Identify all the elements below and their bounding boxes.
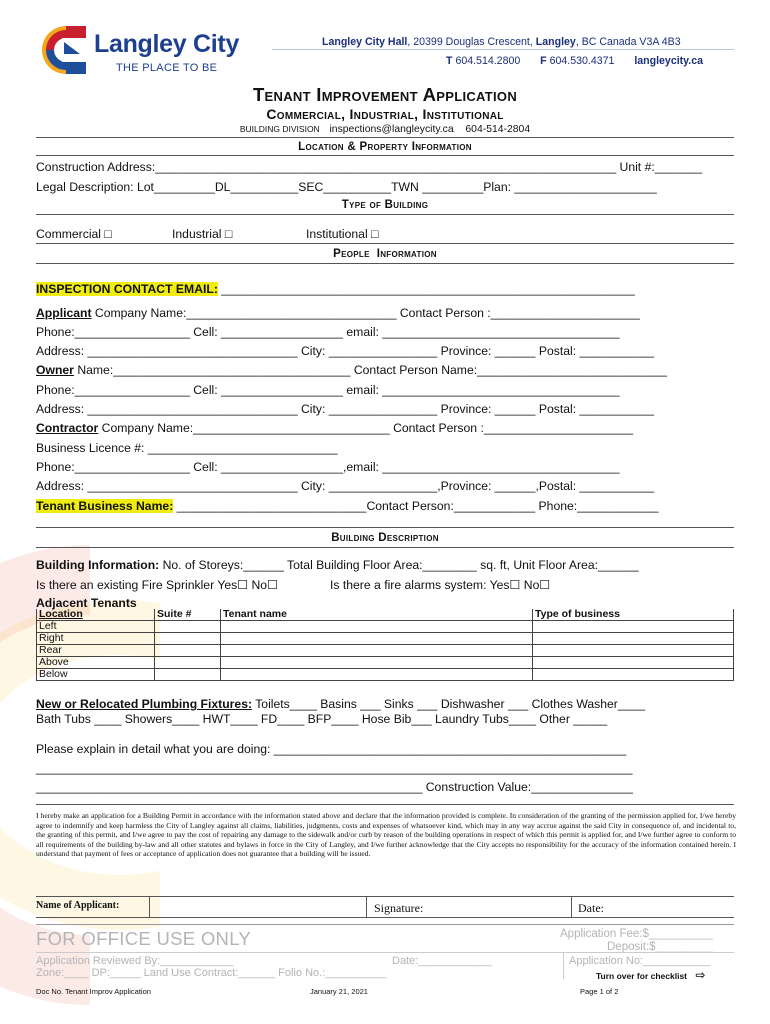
- section-rule-building: [36, 527, 734, 528]
- city-name: Langley: [535, 36, 576, 48]
- deposit-field[interactable]: Deposit:$_________: [607, 941, 714, 953]
- row-label: Right: [37, 633, 155, 645]
- contractor-label: Contractor: [36, 421, 99, 435]
- adjacent-tenants-heading: Adjacent Tenants: [36, 596, 137, 610]
- table-row[interactable]: [37, 657, 734, 669]
- province-postal: , BC Canada V3A 4B3: [575, 36, 681, 48]
- construction-address-field[interactable]: Construction Address:____________________________________________________________________ Unit #:_______: [36, 160, 703, 174]
- section-building-heading: Building Description: [331, 532, 439, 544]
- row-label: Left: [37, 621, 155, 633]
- date-label[interactable]: Date:: [578, 901, 604, 915]
- city-hall-label: Langley City Hall: [322, 36, 408, 48]
- applicant-label: Applicant: [36, 306, 92, 320]
- plumbing-label: New or Relocated Plumbing Fixtures:: [36, 697, 253, 711]
- owner-phone-row[interactable]: Phone:_________________ Cell: __________________ email: ___________________________________: [36, 383, 620, 397]
- page-subtitle: Commercial, Industrial, Institutional: [266, 106, 504, 122]
- logo-text: Langley City: [94, 30, 240, 58]
- office-use-heading: FOR OFFICE USE ONLY: [36, 928, 252, 949]
- fire-alarm-question[interactable]: Is there a fire alarms system: Yes☐ No☐: [330, 578, 551, 592]
- table-row[interactable]: [37, 669, 734, 681]
- building-information-row[interactable]: [36, 558, 639, 572]
- section-rule-location-2: [36, 155, 734, 156]
- declaration-text: I hereby make an application for a Building Permit in accordance with the information stated above and declare that the information provided is complete. In consideration of the granting of the permission applied for, I/we hereby agree to indemnify and keep harmless the City of Langley against all claims, liabilities, judgments, costs and expenses of whatsoever kind, which may in any way accrue against the said City in consequence of, and incidental to, the granting of this permit, and I/we agree to pay the cost of repairing any damage to the sidewalk and/or curb by reason of the building operations in respect of which this permit is applied for, and I/we further agree to conform to all requirements of the building by-law and all other statutes and bylaws in force in the City of Langley, and I/we further acknowledge that the City accepts no responsibility for the accuracy of the information contained herein. I understand that payment of fees or acceptance of application does not guarantee that a building will be issued.: [36, 811, 736, 859]
- legal-description-field[interactable]: Legal Description: Lot_________DL__________SEC__________TWN _________Plan: _____________________: [36, 180, 657, 194]
- turn-over-note[interactable]: [596, 968, 705, 982]
- section-rule-people-2: [36, 263, 734, 264]
- table-row[interactable]: [37, 645, 734, 657]
- application-fee-field[interactable]: Application Fee:$__________: [560, 928, 713, 940]
- type-institutional-checkbox[interactable]: Institutional □: [306, 227, 379, 241]
- applicant-name-label: Name of Applicant:: [36, 900, 120, 911]
- col-tenant-name: Tenant name: [223, 608, 287, 620]
- table-row[interactable]: [37, 633, 734, 645]
- division-phone: 604-514-2804: [465, 124, 531, 135]
- plumbing-line-1: Toilets____ Basins ___ Sinks ___ Dishwasher ___ Clothes Washer____: [252, 697, 645, 711]
- section-rule-building-2: [36, 547, 734, 548]
- turn-over-label: Turn over for checklist: [596, 971, 688, 981]
- construction-value-field[interactable]: _________________________________________________________ Construction Value:_______________: [36, 780, 633, 794]
- section-location-heading: Location & Property Information: [298, 141, 472, 153]
- zone-field[interactable]: Zone:____ DP:_____ Land Use Contract:______ Folio No.:__________: [36, 967, 387, 979]
- signature-divider-3: [571, 896, 572, 918]
- signature-label[interactable]: Signature:: [374, 901, 424, 915]
- inspection-contact-label: INSPECTION CONTACT EMAIL:: [36, 282, 218, 296]
- office-divider: [563, 953, 564, 979]
- applicant-company-row[interactable]: [36, 306, 640, 320]
- division-label: BUILDING DIVISION: [239, 124, 320, 134]
- office-date-field[interactable]: Date:____________: [392, 955, 492, 967]
- row-label: Below: [37, 669, 155, 681]
- building-information-label: Building Information:: [36, 558, 160, 572]
- applicant-address-row[interactable]: Address: _______________________________ City: ________________ Province: ______ Postal: ___________: [36, 344, 655, 358]
- arrow-right-icon: ⇨: [695, 968, 706, 982]
- section-rule-location: [36, 137, 734, 138]
- explain-work-field[interactable]: Please explain in detail what you are doing: ____________________________________________________: [36, 742, 627, 756]
- tenant-business-line: ____________________________Contact Person:____________ Phone:____________: [173, 499, 659, 513]
- website-link[interactable]: langleycity.ca: [634, 55, 704, 67]
- section-people-heading: People Information: [333, 248, 437, 260]
- application-reviewed-field[interactable]: Application Reviewed By:____________: [36, 955, 234, 967]
- contact-line: [0, 124, 770, 135]
- inspection-contact-row[interactable]: [36, 282, 635, 296]
- declaration-rule-top: [36, 804, 734, 805]
- section-type-heading: Type of Building: [341, 199, 429, 211]
- col-type-of-business: Type of business: [535, 608, 620, 620]
- row-label: Rear: [37, 645, 155, 657]
- business-licence-row[interactable]: Business Licence #: ____________________________: [36, 441, 338, 455]
- street-address: , 20399 Douglas Crescent,: [407, 36, 536, 48]
- tenant-business-label: Tenant Business Name:: [36, 499, 174, 513]
- header-phone-line: [446, 55, 703, 67]
- adjacent-tenants-table: [36, 609, 734, 681]
- header-divider: [272, 49, 734, 50]
- col-suite: Suite #: [157, 608, 192, 620]
- langley-logo: [40, 24, 270, 78]
- owner-address-row[interactable]: Address: _______________________________ City: ________________ Province: ______ Postal: ___________: [36, 402, 655, 416]
- table-row[interactable]: [37, 621, 734, 633]
- signature-divider-2: [366, 896, 367, 918]
- contractor-phone-row[interactable]: Phone:_________________ Cell: __________________,email: ___________________________________: [36, 460, 620, 474]
- section-rule-type: [36, 214, 734, 215]
- contractor-company-line: Company Name:_____________________________ Contact Person :______________________: [98, 421, 633, 435]
- telephone-value: 604.514.2800: [455, 55, 521, 67]
- owner-name-row[interactable]: [36, 363, 667, 377]
- page-title: Tenant Improvement Application: [252, 84, 518, 105]
- plumbing-fixtures-row-1[interactable]: [36, 697, 645, 711]
- applicant-name-field[interactable]: [150, 897, 365, 917]
- fax-label: F: [540, 55, 547, 67]
- col-location: Location: [39, 608, 83, 620]
- telephone-label: T: [446, 55, 453, 67]
- building-information-line: No. of Storeys:______ Total Building Floor Area:________ sq. ft, Unit Floor Area:______: [159, 558, 639, 572]
- row-label: Above: [37, 657, 155, 669]
- application-no-field[interactable]: Application No:___________: [569, 955, 711, 967]
- plumbing-fixtures-row-2[interactable]: Bath Tubs ____ Showers____ HWT____ FD____ BFP____ Hose Bib___ Laundry Tubs____ Other _____: [36, 712, 608, 726]
- table-header-row: [37, 609, 734, 621]
- explain-work-line-2[interactable]: ________________________________________________________________________________________: [36, 761, 633, 775]
- header-address: [322, 36, 681, 48]
- logo-tagline: THE PLACE TO BE: [116, 62, 218, 74]
- tenant-business-row[interactable]: [36, 499, 659, 513]
- fax-value: 604.530.4371: [549, 55, 615, 67]
- applicant-company-line: Company Name:_______________________________ Contact Person :______________________: [91, 306, 640, 320]
- contractor-address-row[interactable]: Address: _______________________________ City: ________________,Province: ______,Postal: ___________: [36, 479, 655, 493]
- contractor-company-row[interactable]: [36, 421, 633, 435]
- footer-date: January 21, 2021: [310, 987, 368, 996]
- division-email[interactable]: inspections@langleycity.ca: [329, 124, 454, 135]
- office-rule-2: [36, 952, 734, 953]
- type-commercial-checkbox[interactable]: Commercial □: [36, 227, 112, 241]
- owner-label: Owner: [36, 363, 74, 377]
- office-rule: [36, 924, 734, 925]
- applicant-phone-row[interactable]: Phone:_________________ Cell: __________________ email: ___________________________________: [36, 325, 620, 339]
- fire-sprinkler-question[interactable]: Is there an existing Fire Sprinkler Yes☐ No☐: [36, 578, 279, 592]
- logo-mark-icon: [40, 24, 102, 76]
- footer-doc-no: Doc No. Tenant Improv Application: [36, 987, 151, 996]
- footer-page: Page 1 of 2: [580, 987, 619, 996]
- owner-name-line: Name:___________________________________ Contact Person Name:____________________________: [73, 363, 667, 377]
- section-rule-people: [36, 243, 734, 244]
- type-industrial-checkbox[interactable]: Industrial □: [172, 227, 233, 241]
- inspection-contact-line: _____________________________________________________________: [217, 282, 635, 296]
